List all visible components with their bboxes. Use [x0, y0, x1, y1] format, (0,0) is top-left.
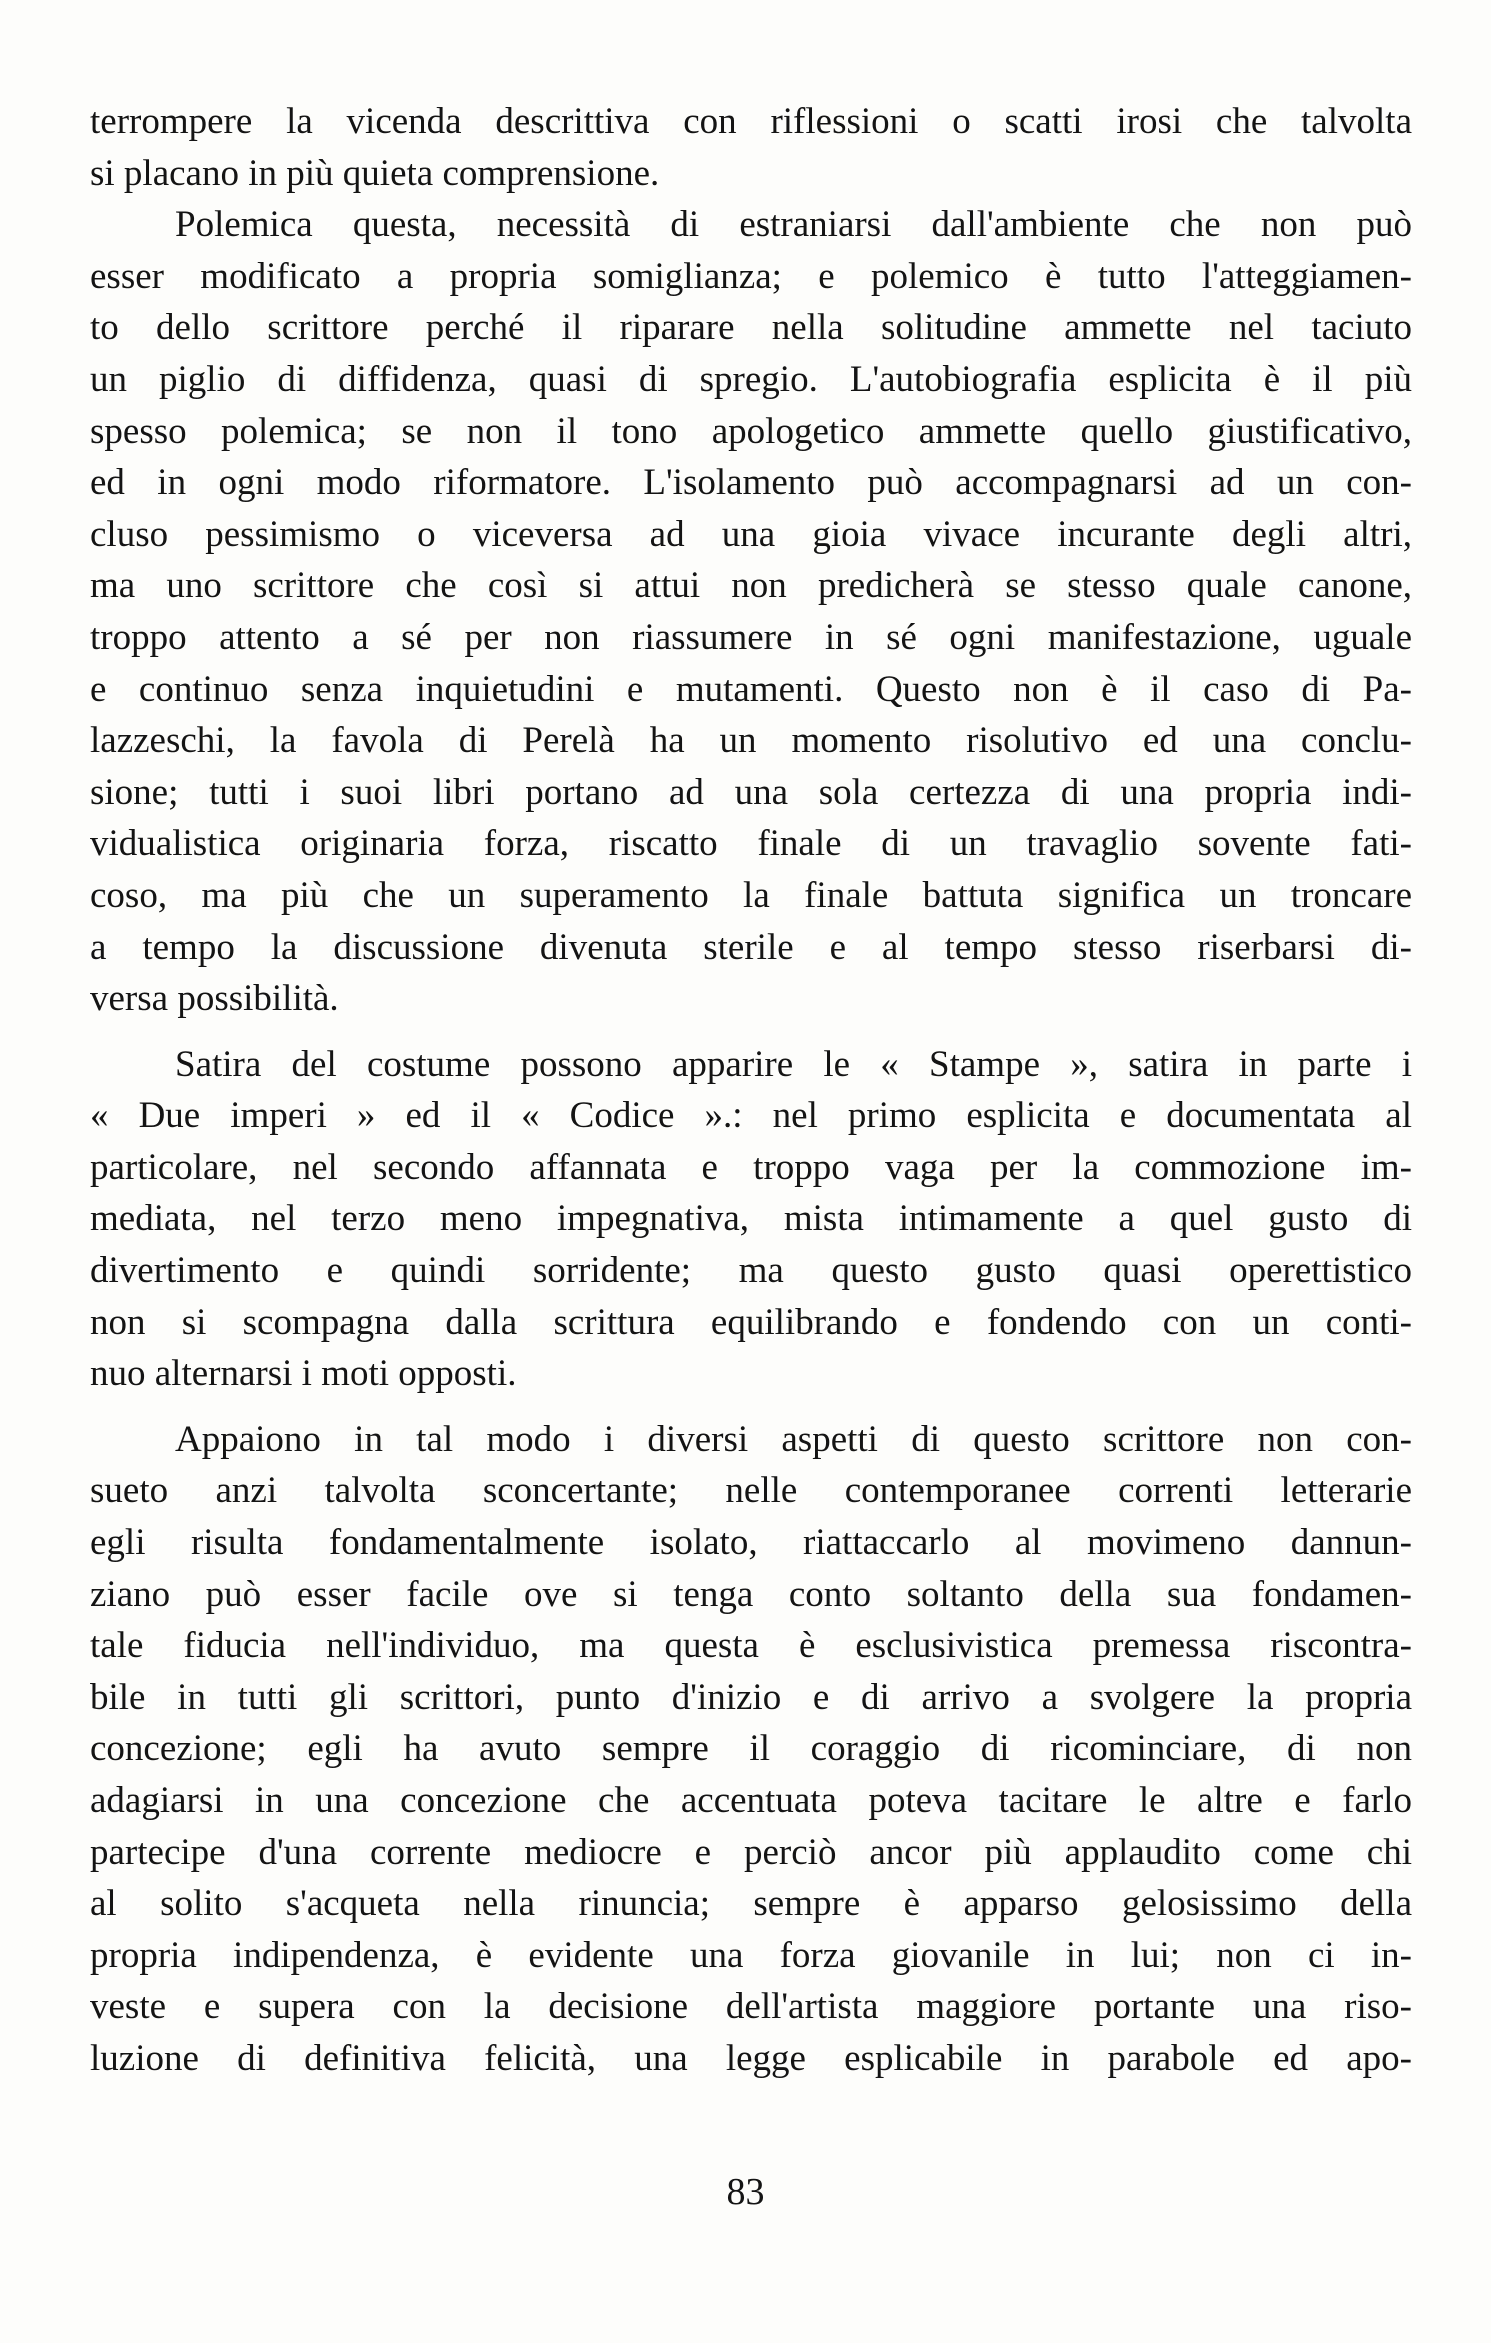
text-line: si placano in più quieta comprensione. — [90, 152, 660, 194]
text-line: ziano può esser facile ove si tenga conto soltanto della sua fondamen- — [90, 1573, 1412, 1615]
text-line: sione; tutti i suoi libri portano ad una sola certezza di una propria indi- — [90, 771, 1412, 813]
text-line: « Due imperi » ed il « Codice ».: nel primo esplicita e documentata al — [90, 1095, 1412, 1137]
text-line: Satira del costume possono apparire le « Stampe », satira in parte i — [175, 1043, 1412, 1085]
text-line: troppo attento a sé per non riassumere in sé ogni manifestazione, uguale — [90, 616, 1412, 658]
text-line: versa possibilità. — [90, 978, 339, 1020]
text-line: luzione di definitiva felicità, una legge esplicabile in parabole ed apo- — [90, 2037, 1412, 2079]
text-line: divertimento e quindi sorridente; ma questo gusto quasi operettistico — [90, 1250, 1412, 1292]
text-line: to dello scrittore perché il riparare nella solitudine ammette nel taciuto — [90, 307, 1412, 349]
page-number: 83 — [726, 2171, 765, 2213]
text-line: tale fiducia nell'individuo, ma questa è esclusivistica premessa riscontra- — [90, 1625, 1412, 1667]
text-line: particolare, nel secondo affannata e troppo vaga per la commozione im- — [90, 1146, 1412, 1188]
text-line: mediata, nel terzo meno impegnativa, mista intimamente a quel gusto di — [90, 1198, 1412, 1240]
text-line: ma uno scrittore che così si attui non predicherà se stesso quale canone, — [90, 565, 1412, 607]
text-line: esser modificato a propria somiglianza; e polemico è tutto l'atteggiamen- — [90, 255, 1412, 297]
text-line: nuo alternarsi i moti opposti. — [90, 1353, 517, 1395]
text-line: egli risulta fondamentalmente isolato, riattaccarlo al movimeno dannun- — [90, 1522, 1412, 1564]
text-line: concezione; egli ha avuto sempre il coraggio di ricominciare, di non — [90, 1728, 1412, 1770]
text-line: terrompere la vicenda descrittiva con riflessioni o scatti irosi che talvolta — [90, 101, 1412, 142]
text-line: vidualistica originaria forza, riscatto finale di un travaglio sovente fati- — [90, 823, 1412, 865]
text-line: bile in tutti gli scrittori, punto d'inizio e di arrivo a svolgere la propria — [90, 1676, 1412, 1718]
text-line: veste e supera con la decisione dell'artista maggiore portante una riso- — [90, 1986, 1412, 2028]
text-line: coso, ma più che un superamento la finale battuta significa un troncare — [90, 874, 1412, 916]
text-line: cluso pessimismo o viceversa ad una gioia vivace incurante degli altri, — [90, 513, 1412, 555]
paragraph-gap — [90, 1025, 1412, 1039]
text-line: partecipe d'una corrente mediocre e perciò ancor più applaudito come chi — [90, 1831, 1412, 1873]
text-line: Polemica questa, necessità di estraniarsi dall'ambiente che non può — [175, 204, 1412, 246]
text-line: un piglio di diffidenza, quasi di spregio. L'autobiografia esplicita è il più — [90, 358, 1412, 400]
text-line: a tempo la discussione divenuta sterile e al tempo stesso riserbarsi di- — [90, 926, 1412, 968]
text-line: propria indipendenza, è evidente una forza giovanile in lui; non ci in- — [90, 1934, 1412, 1976]
text-line: adagiarsi in una concezione che accentuata poteva tacitare le altre e farlo — [90, 1780, 1412, 1821]
paragraph-gap — [90, 1400, 1412, 1414]
text-line: non si scompagna dalla scrittura equilibrando e fondendo con un conti- — [90, 1301, 1412, 1343]
text-line: Appaiono in tal modo i diversi aspetti di questo scrittore non con- — [175, 1418, 1412, 1460]
text-line: ed in ogni modo riformatore. L'isolamento può accompagnarsi ad un con- — [90, 462, 1412, 504]
text-line: sueto anzi talvolta sconcertante; nelle contemporanee correnti letterarie — [90, 1470, 1412, 1512]
text-line: al solito s'acqueta nella rinuncia; sempre è apparso gelosissimo della — [90, 1883, 1412, 1925]
body-text — [90, 96, 1412, 2085]
text-line: e continuo senza inquietudini e mutamenti. Questo non è il caso di Pa- — [90, 668, 1412, 710]
text-line: spesso polemica; se non il tono apologetico ammette quello giustificativo, — [90, 410, 1412, 452]
text-line: lazzeschi, la favola di Perelà ha un momento risolutivo ed una conclu- — [90, 720, 1412, 762]
